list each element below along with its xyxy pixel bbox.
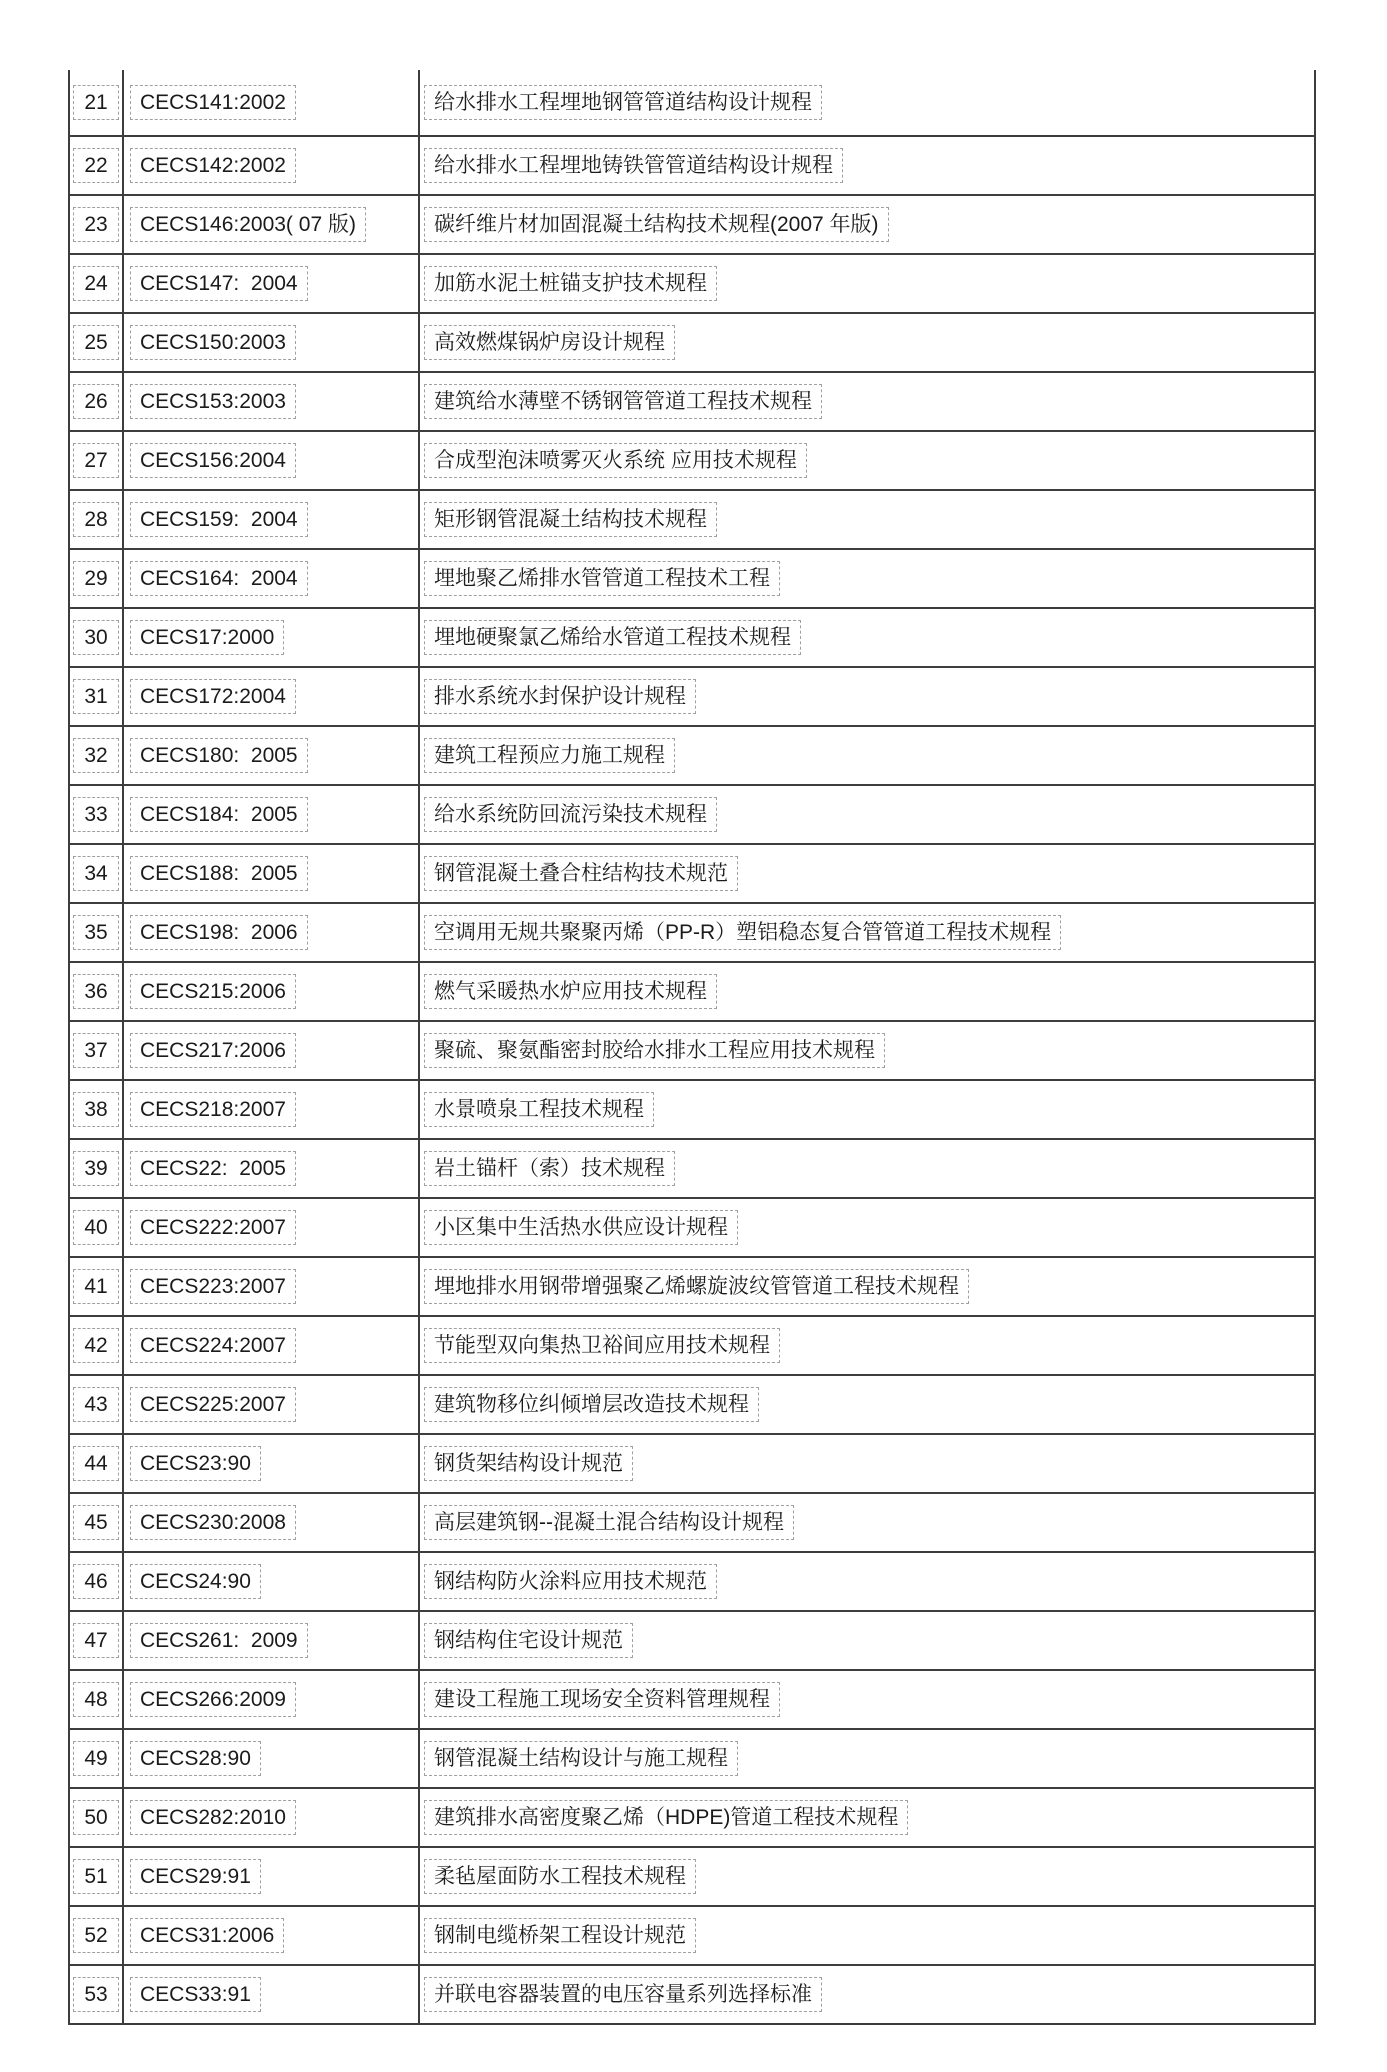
row-number-cell xyxy=(70,491,124,548)
row-number-text-frame[interactable]: 22 xyxy=(73,148,119,183)
standard-code-cell xyxy=(124,1671,420,1728)
standard-title-cell xyxy=(420,1376,1314,1433)
row-number-cell xyxy=(70,1258,124,1315)
row-number-cell xyxy=(70,1081,124,1138)
standard-code-cell xyxy=(124,1848,420,1905)
standard-code-cell xyxy=(124,432,420,489)
standard-title-text-frame[interactable]: 钢管混凝土叠合柱结构技术规范 xyxy=(424,856,738,891)
row-number-cell xyxy=(70,137,124,194)
row-number-text-frame[interactable]: 29 xyxy=(73,561,119,596)
standard-title-text-frame[interactable]: 钢结构住宅设计规范 xyxy=(424,1623,633,1658)
row-number-cell xyxy=(70,1789,124,1846)
standard-title-text-frame[interactable]: 埋地聚乙烯排水管管道工程技术工程 xyxy=(424,561,780,596)
standard-code-cell xyxy=(124,1317,420,1374)
row-number-cell xyxy=(70,786,124,843)
row-number-cell xyxy=(70,904,124,961)
row-number-cell xyxy=(70,1612,124,1669)
standard-title-cell xyxy=(420,1140,1314,1197)
table-row xyxy=(70,137,1314,196)
standard-code-text-frame[interactable]: CECS146:2003( 07 版) xyxy=(130,207,366,242)
standard-title-cell xyxy=(420,373,1314,430)
row-number-text-frame[interactable]: 41 xyxy=(73,1269,119,1304)
table-row xyxy=(70,1199,1314,1258)
table-row xyxy=(70,1966,1314,2025)
row-number-text-frame[interactable]: 24 xyxy=(73,266,119,301)
standard-title-cell xyxy=(420,1553,1314,1610)
row-number-cell xyxy=(70,432,124,489)
standard-title-cell xyxy=(420,255,1314,312)
standard-code-cell xyxy=(124,70,420,135)
standard-title-text-frame[interactable]: 钢货架结构设计规范 xyxy=(424,1446,633,1481)
row-number-text-frame[interactable]: 48 xyxy=(73,1682,119,1717)
table-row xyxy=(70,904,1314,963)
standard-title-cell xyxy=(420,70,1314,135)
row-number-text-frame[interactable]: 21 xyxy=(73,85,119,120)
row-number-text-frame[interactable]: 34 xyxy=(73,856,119,891)
standard-title-text-frame[interactable]: 高层建筑钢--混凝土混合结构设计规程 xyxy=(424,1505,794,1540)
standard-title-text-frame[interactable]: 水景喷泉工程技术规程 xyxy=(424,1092,654,1127)
table-row xyxy=(70,1848,1314,1907)
standard-code-text-frame[interactable]: CECS223:2007 xyxy=(130,1269,296,1304)
row-number-text-frame[interactable]: 40 xyxy=(73,1210,119,1245)
table-row xyxy=(70,963,1314,1022)
table-row xyxy=(70,1081,1314,1140)
table-row xyxy=(70,373,1314,432)
row-number-text-frame[interactable]: 36 xyxy=(73,974,119,1009)
row-number-text-frame[interactable]: 51 xyxy=(73,1859,119,1894)
row-number-cell xyxy=(70,70,124,135)
row-number-text-frame[interactable]: 43 xyxy=(73,1387,119,1422)
standard-code-cell xyxy=(124,904,420,961)
table-row xyxy=(70,1730,1314,1789)
row-number-cell xyxy=(70,1140,124,1197)
standard-title-text-frame[interactable]: 给水排水工程埋地钢管管道结构设计规程 xyxy=(424,85,822,120)
standard-title-cell xyxy=(420,1848,1314,1905)
row-number-cell xyxy=(70,1435,124,1492)
standard-code-text-frame[interactable]: CECS215:2006 xyxy=(130,974,296,1009)
standard-title-cell xyxy=(420,845,1314,902)
row-number-text-frame[interactable]: 42 xyxy=(73,1328,119,1363)
standard-title-text-frame[interactable]: 钢结构防火涂料应用技术规范 xyxy=(424,1564,717,1599)
row-number-text-frame[interactable]: 37 xyxy=(73,1033,119,1068)
row-number-cell xyxy=(70,373,124,430)
row-number-text-frame[interactable]: 31 xyxy=(73,679,119,714)
table-row xyxy=(70,196,1314,255)
table-row xyxy=(70,609,1314,668)
standard-code-cell xyxy=(124,550,420,607)
standard-code-text-frame[interactable]: CECS224:2007 xyxy=(130,1328,296,1363)
row-number-text-frame[interactable]: 28 xyxy=(73,502,119,537)
standard-title-cell xyxy=(420,491,1314,548)
standard-code-text-frame[interactable]: CECS31:2006 xyxy=(130,1918,284,1953)
standard-title-text-frame[interactable]: 柔毡屋面防水工程技术规程 xyxy=(424,1859,696,1894)
standard-title-text-frame[interactable]: 合成型泡沫喷雾灭火系统 应用技术规程 xyxy=(424,443,807,478)
standard-code-text-frame[interactable]: CECS147: 2004 xyxy=(130,266,308,301)
table-row xyxy=(70,1494,1314,1553)
table-row xyxy=(70,255,1314,314)
row-number-cell xyxy=(70,1553,124,1610)
standard-code-text-frame[interactable]: CECS188: 2005 xyxy=(130,856,308,891)
standard-code-cell xyxy=(124,609,420,666)
table-row xyxy=(70,314,1314,373)
table-row xyxy=(70,550,1314,609)
standard-code-cell xyxy=(124,1435,420,1492)
row-number-cell xyxy=(70,196,124,253)
row-number-cell xyxy=(70,1730,124,1787)
row-number-cell xyxy=(70,1022,124,1079)
standard-code-text-frame[interactable]: CECS222:2007 xyxy=(130,1210,296,1245)
standard-code-text-frame[interactable]: CECS261: 2009 xyxy=(130,1623,308,1658)
standard-title-cell xyxy=(420,314,1314,371)
standard-title-cell xyxy=(420,963,1314,1020)
standard-title-text-frame[interactable]: 钢制电缆桥架工程设计规范 xyxy=(424,1918,696,1953)
row-number-text-frame[interactable]: 30 xyxy=(73,620,119,655)
row-number-cell xyxy=(70,255,124,312)
row-number-text-frame[interactable]: 39 xyxy=(73,1151,119,1186)
standard-title-cell xyxy=(420,1317,1314,1374)
standard-code-cell xyxy=(124,1612,420,1669)
standard-code-text-frame[interactable]: CECS33:91 xyxy=(130,1977,261,2012)
standard-title-text-frame[interactable]: 建筑排水高密度聚乙烯（HDPE)管道工程技术规程 xyxy=(424,1800,908,1835)
table-row xyxy=(70,786,1314,845)
standard-title-cell xyxy=(420,727,1314,784)
table-row xyxy=(70,1022,1314,1081)
standard-code-cell xyxy=(124,727,420,784)
row-number-text-frame[interactable]: 25 xyxy=(73,325,119,360)
standard-code-cell xyxy=(124,1730,420,1787)
standard-title-text-frame[interactable]: 给水排水工程埋地铸铁管管道结构设计规程 xyxy=(424,148,843,183)
standard-code-text-frame[interactable]: CECS217:2006 xyxy=(130,1033,296,1068)
standard-code-text-frame[interactable]: CECS24:90 xyxy=(130,1564,261,1599)
standard-code-cell xyxy=(124,1789,420,1846)
row-number-text-frame[interactable]: 27 xyxy=(73,443,119,478)
table-row xyxy=(70,1789,1314,1848)
standard-title-text-frame[interactable]: 燃气采暖热水炉应用技术规程 xyxy=(424,974,717,1009)
table-row xyxy=(70,1553,1314,1612)
standard-code-cell xyxy=(124,373,420,430)
standard-code-cell xyxy=(124,1494,420,1551)
standard-title-text-frame[interactable]: 小区集中生活热水供应设计规程 xyxy=(424,1210,738,1245)
table-row xyxy=(70,845,1314,904)
standard-code-text-frame[interactable]: CECS164: 2004 xyxy=(130,561,308,596)
standard-title-cell xyxy=(420,1789,1314,1846)
standard-code-cell xyxy=(124,845,420,902)
row-number-cell xyxy=(70,1671,124,1728)
standard-title-text-frame[interactable]: 建筑工程预应力施工规程 xyxy=(424,738,675,773)
row-number-text-frame[interactable]: 32 xyxy=(73,738,119,773)
standard-code-cell xyxy=(124,137,420,194)
standard-code-text-frame[interactable]: CECS225:2007 xyxy=(130,1387,296,1422)
table-row xyxy=(70,727,1314,786)
table-row xyxy=(70,491,1314,550)
standard-title-text-frame[interactable]: 钢管混凝土结构设计与施工规程 xyxy=(424,1741,738,1776)
standard-code-text-frame[interactable]: CECS153:2003 xyxy=(130,384,296,419)
standard-code-cell xyxy=(124,1907,420,1964)
standard-title-cell xyxy=(420,550,1314,607)
row-number-text-frame[interactable]: 33 xyxy=(73,797,119,832)
standard-code-cell xyxy=(124,1140,420,1197)
standards-table xyxy=(68,70,1316,2025)
table-row xyxy=(70,432,1314,491)
standard-title-text-frame[interactable]: 矩形钢管混凝土结构技术规程 xyxy=(424,502,717,537)
standard-title-text-frame[interactable]: 聚硫、聚氨酯密封胶给水排水工程应用技术规程 xyxy=(424,1033,885,1068)
standard-code-cell xyxy=(124,1258,420,1315)
row-number-text-frame[interactable]: 49 xyxy=(73,1741,119,1776)
standard-title-cell xyxy=(420,1199,1314,1256)
standard-title-text-frame[interactable]: 建筑物移位纠倾增层改造技术规程 xyxy=(424,1387,759,1422)
standard-title-text-frame[interactable]: 埋地排水用钢带增强聚乙烯螺旋波纹管管道工程技术规程 xyxy=(424,1269,969,1304)
row-number-cell xyxy=(70,1907,124,1964)
standard-title-cell xyxy=(420,1081,1314,1138)
table-row xyxy=(70,1907,1314,1966)
standard-title-cell xyxy=(420,1022,1314,1079)
row-number-text-frame[interactable]: 38 xyxy=(73,1092,119,1127)
table-row xyxy=(70,1435,1314,1494)
row-number-cell xyxy=(70,609,124,666)
row-number-text-frame[interactable]: 35 xyxy=(73,915,119,950)
row-number-cell xyxy=(70,668,124,725)
standard-code-cell xyxy=(124,1376,420,1433)
row-number-text-frame[interactable]: 44 xyxy=(73,1446,119,1481)
standard-title-text-frame[interactable]: 并联电容器装置的电压容量系列选择标准 xyxy=(424,1977,822,2012)
standard-title-text-frame[interactable]: 空调用无规共聚聚丙烯（PP-R）塑铝稳态复合管管道工程技术规程 xyxy=(424,915,1061,950)
standard-code-cell xyxy=(124,491,420,548)
table-row xyxy=(70,70,1314,137)
standard-code-cell xyxy=(124,196,420,253)
standard-code-cell xyxy=(124,255,420,312)
row-number-text-frame[interactable]: 26 xyxy=(73,384,119,419)
table-row xyxy=(70,668,1314,727)
standard-title-cell xyxy=(420,137,1314,194)
standard-code-text-frame[interactable]: CECS282:2010 xyxy=(130,1800,296,1835)
row-number-text-frame[interactable]: 50 xyxy=(73,1800,119,1835)
row-number-cell xyxy=(70,845,124,902)
standard-code-cell xyxy=(124,786,420,843)
standard-title-text-frame[interactable]: 碳纤维片材加固混凝土结构技术规程(2007 年版) xyxy=(424,207,889,242)
standard-title-text-frame[interactable]: 节能型双向集热卫裕间应用技术规程 xyxy=(424,1328,780,1363)
standard-code-cell xyxy=(124,1553,420,1610)
row-number-text-frame[interactable]: 46 xyxy=(73,1564,119,1599)
standard-code-text-frame[interactable]: CECS184: 2005 xyxy=(130,797,308,832)
standard-title-cell xyxy=(420,432,1314,489)
standard-title-cell xyxy=(420,1258,1314,1315)
row-number-text-frame[interactable]: 53 xyxy=(73,1977,119,2012)
standard-code-text-frame[interactable]: CECS172:2004 xyxy=(130,679,296,714)
standard-title-cell xyxy=(420,1435,1314,1492)
standard-title-text-frame[interactable]: 排水系统水封保护设计规程 xyxy=(424,679,696,714)
row-number-cell xyxy=(70,1494,124,1551)
row-number-cell xyxy=(70,1317,124,1374)
row-number-text-frame[interactable]: 23 xyxy=(73,207,119,242)
row-number-cell xyxy=(70,963,124,1020)
row-number-text-frame[interactable]: 45 xyxy=(73,1505,119,1540)
standard-code-text-frame[interactable]: CECS141:2002 xyxy=(130,85,296,120)
table-row xyxy=(70,1376,1314,1435)
standard-code-text-frame[interactable]: CECS266:2009 xyxy=(130,1682,296,1717)
standard-code-text-frame[interactable]: CECS17:2000 xyxy=(130,620,284,655)
standard-code-text-frame[interactable]: CECS150:2003 xyxy=(130,325,296,360)
standard-title-text-frame[interactable]: 建筑给水薄壁不锈钢管管道工程技术规程 xyxy=(424,384,822,419)
standard-title-cell xyxy=(420,1671,1314,1728)
standard-code-text-frame[interactable]: CECS22: 2005 xyxy=(130,1151,296,1186)
standard-title-text-frame[interactable]: 建设工程施工现场安全资料管理规程 xyxy=(424,1682,780,1717)
standard-code-cell xyxy=(124,314,420,371)
standard-title-cell xyxy=(420,1966,1314,2023)
standard-code-cell xyxy=(124,1022,420,1079)
row-number-cell xyxy=(70,1966,124,2023)
row-number-text-frame[interactable]: 52 xyxy=(73,1918,119,1953)
row-number-cell xyxy=(70,1376,124,1433)
standard-code-text-frame[interactable]: CECS218:2007 xyxy=(130,1092,296,1127)
standard-code-cell xyxy=(124,1966,420,2023)
standard-code-text-frame[interactable]: CECS23:90 xyxy=(130,1446,261,1481)
table-row xyxy=(70,1671,1314,1730)
standard-title-cell xyxy=(420,609,1314,666)
standard-code-text-frame[interactable]: CECS142:2002 xyxy=(130,148,296,183)
standard-title-cell xyxy=(420,904,1314,961)
table-row xyxy=(70,1258,1314,1317)
standard-code-cell xyxy=(124,1081,420,1138)
standard-title-cell xyxy=(420,196,1314,253)
table-row xyxy=(70,1140,1314,1199)
standard-code-text-frame[interactable]: CECS28:90 xyxy=(130,1741,261,1776)
standard-title-text-frame[interactable]: 埋地硬聚氯乙烯给水管道工程技术规程 xyxy=(424,620,801,655)
row-number-text-frame[interactable]: 47 xyxy=(73,1623,119,1658)
standard-title-text-frame[interactable]: 给水系统防回流污染技术规程 xyxy=(424,797,717,832)
table-row xyxy=(70,1317,1314,1376)
standard-title-cell xyxy=(420,1494,1314,1551)
row-number-cell xyxy=(70,550,124,607)
standard-title-text-frame[interactable]: 高效燃煤锅炉房设计规程 xyxy=(424,325,675,360)
standard-code-text-frame[interactable]: CECS159: 2004 xyxy=(130,502,308,537)
standard-code-text-frame[interactable]: CECS156:2004 xyxy=(130,443,296,478)
row-number-cell xyxy=(70,1848,124,1905)
standard-code-cell xyxy=(124,1199,420,1256)
standard-title-cell xyxy=(420,1907,1314,1964)
standard-code-text-frame[interactable]: CECS180: 2005 xyxy=(130,738,308,773)
row-number-cell xyxy=(70,314,124,371)
standard-code-text-frame[interactable]: CECS230:2008 xyxy=(130,1505,296,1540)
standard-code-text-frame[interactable]: CECS198: 2006 xyxy=(130,915,308,950)
row-number-cell xyxy=(70,1199,124,1256)
standard-code-cell xyxy=(124,668,420,725)
standard-title-cell xyxy=(420,1730,1314,1787)
standard-code-cell xyxy=(124,963,420,1020)
standard-title-text-frame[interactable]: 岩土锚杆（索）技术规程 xyxy=(424,1151,675,1186)
row-number-cell xyxy=(70,727,124,784)
standard-code-text-frame[interactable]: CECS29:91 xyxy=(130,1859,261,1894)
standard-title-cell xyxy=(420,786,1314,843)
table-row xyxy=(70,1612,1314,1671)
standard-title-cell xyxy=(420,668,1314,725)
standard-title-cell xyxy=(420,1612,1314,1669)
standard-title-text-frame[interactable]: 加筋水泥土桩锚支护技术规程 xyxy=(424,266,717,301)
